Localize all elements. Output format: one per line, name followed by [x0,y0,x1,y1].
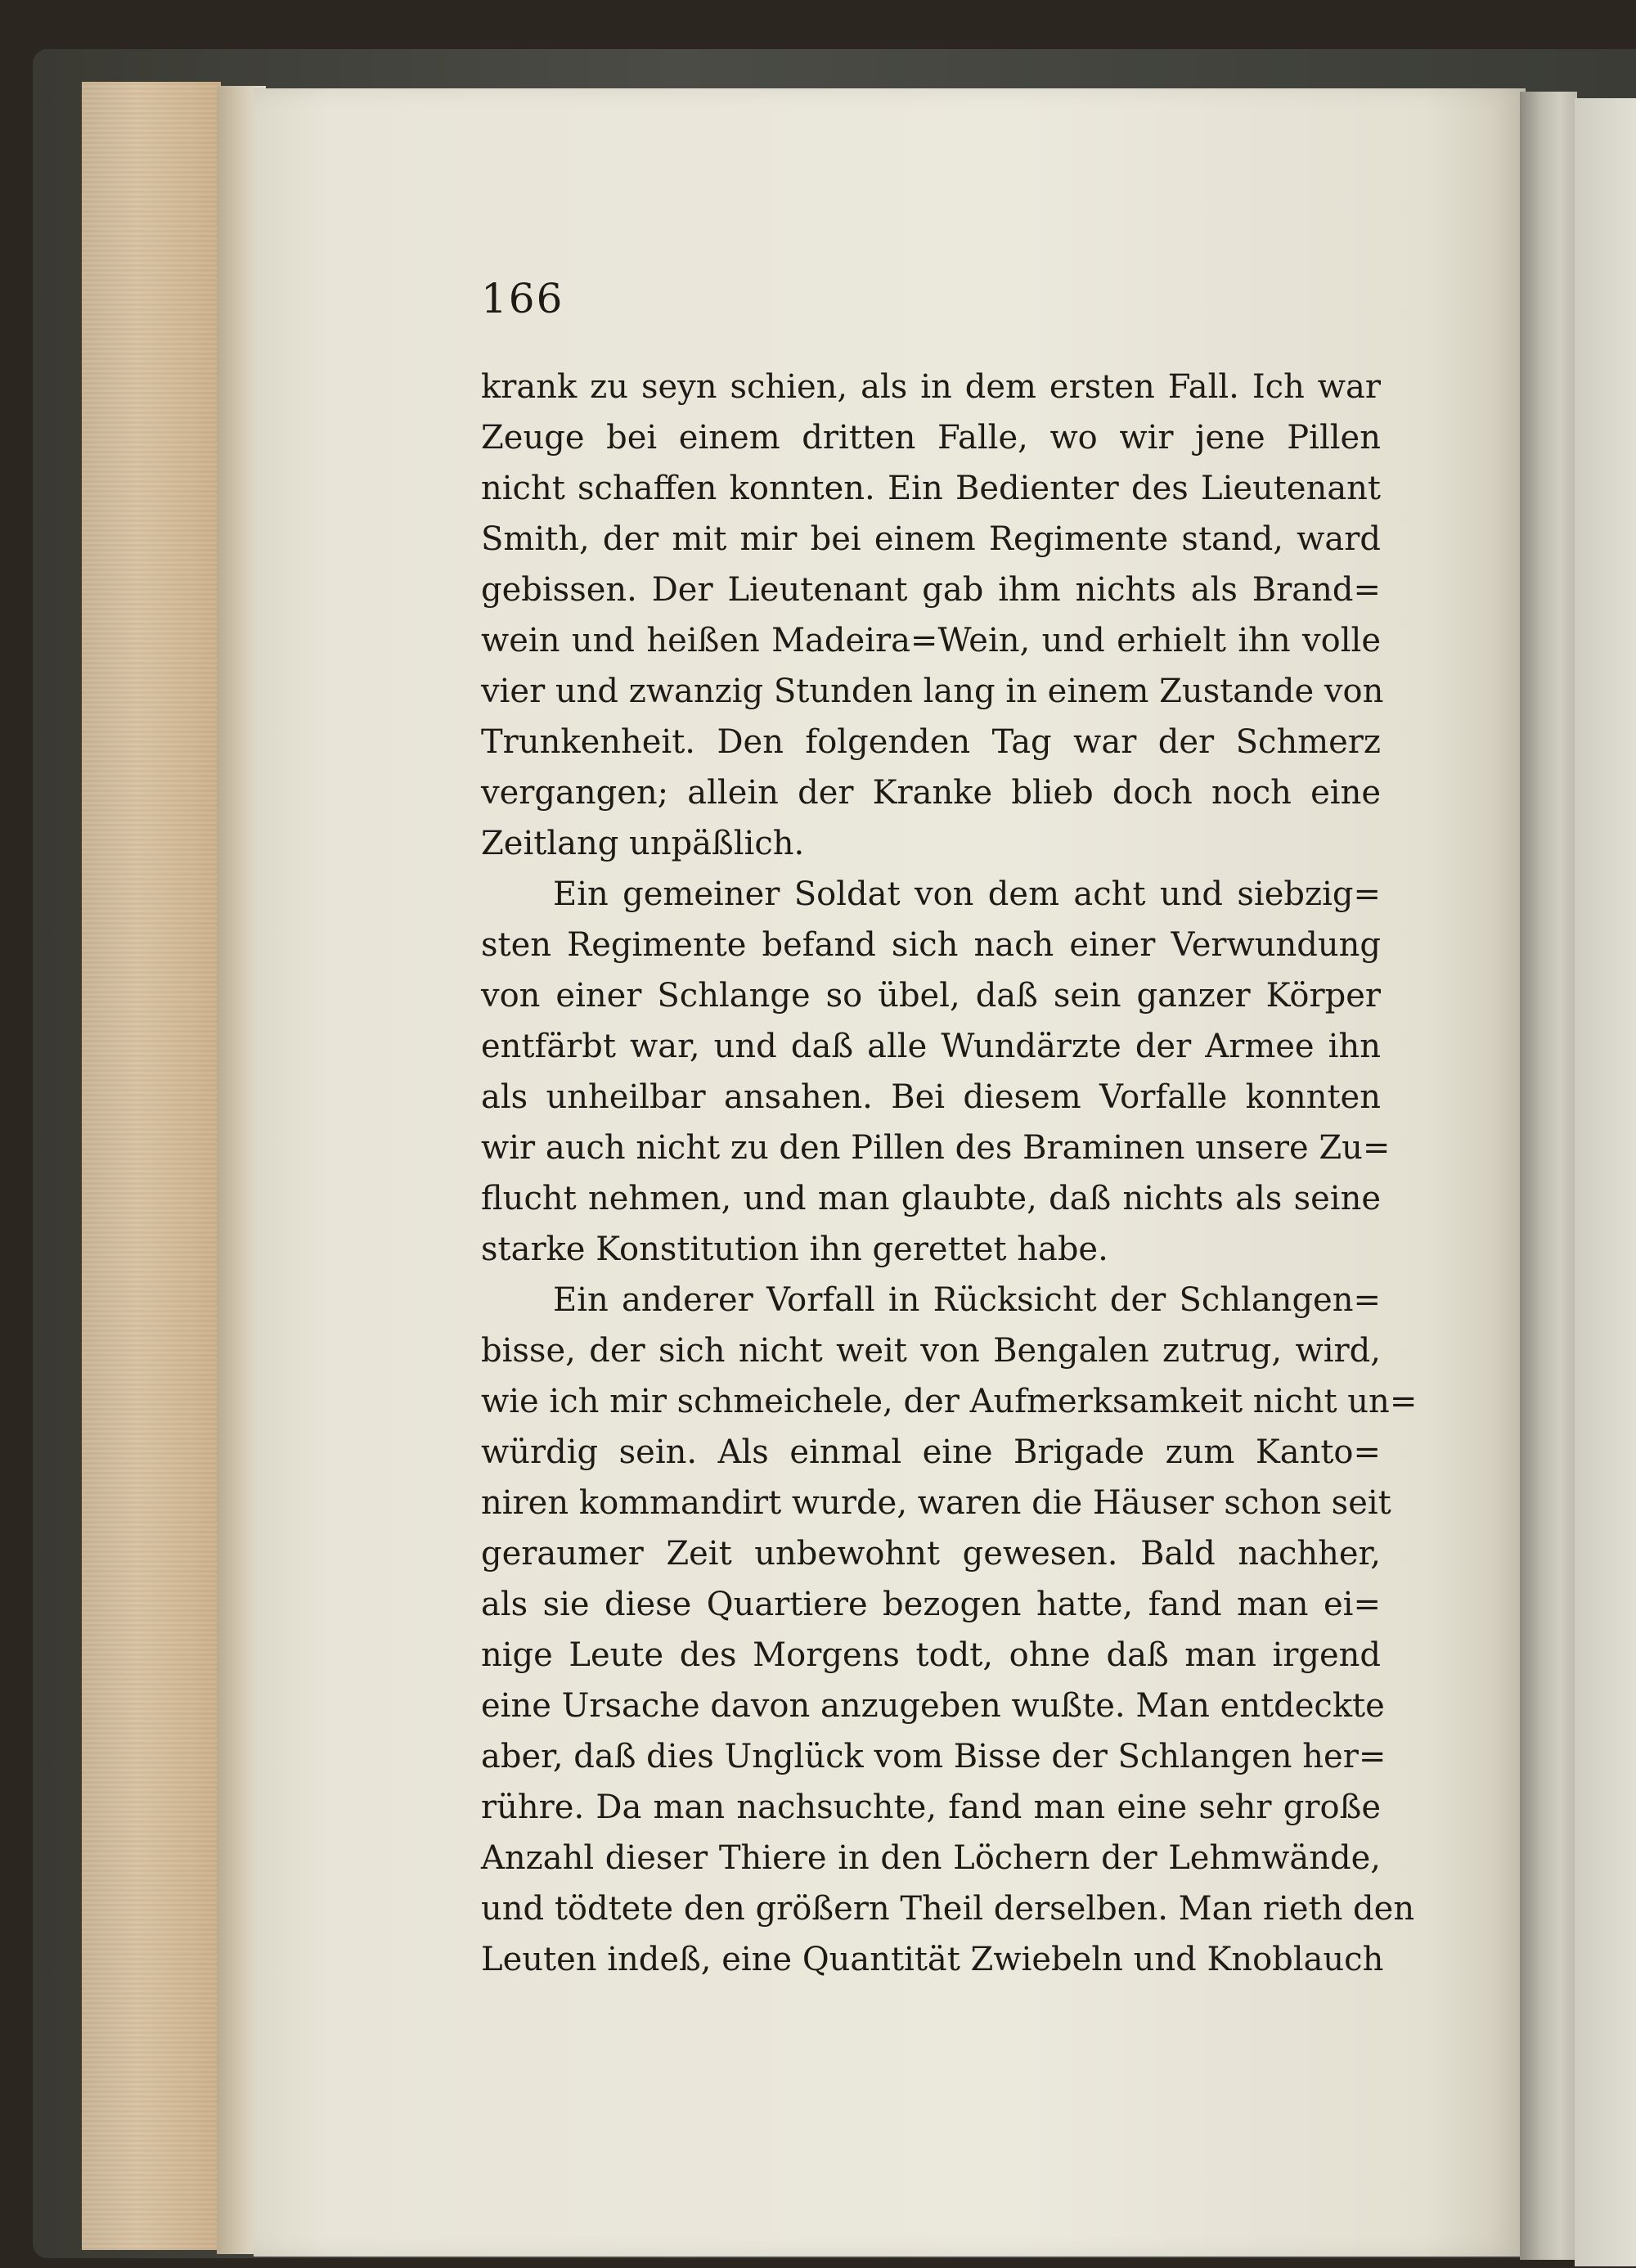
text-line: nige Leute des Morgens todt, ohne daß man irgend [481,1636,1381,1674]
text-line: würdig sein. Als einmal eine Brigade zum Kanto= [481,1433,1381,1471]
text-line: Smith, der mit mir bei einem Regimente stand, ward [481,520,1381,558]
text-line: gebissen. Der Lieutenant gab ihm nichts als Brand= [481,571,1381,609]
text-line: bisse, der sich nicht weit von Bengalen zutrug, wird, [481,1332,1381,1370]
page-number: 166 [481,275,564,322]
text-line: vergangen; allein der Kranke blieb doch noch eine [481,774,1381,812]
text-line: Ein gemeiner Soldat von dem acht und siebzig= [553,875,1381,913]
text-line: als unheilbar ansahen. Bei diesem Vorfalle konnten [481,1078,1381,1116]
facing-page-edge [1575,98,1636,2266]
text-line: krank zu seyn schien, als in dem ersten Fall. Ich war [481,368,1381,406]
text-line: Leuten indeß, eine Quantität Zwiebeln und Knoblauch [481,1941,1384,1978]
text-line: entfärbt war, und daß alle Wundärzte der Armee ihn [481,1028,1381,1065]
text-line: als sie diese Quartiere bezogen hatte, fand man ei= [481,1586,1381,1623]
text-line: nicht schaffen konnten. Ein Bedienter des Lieutenant [481,470,1381,507]
text-line: von einer Schlange so übel, daß sein ganzer Körper [481,977,1381,1015]
text-line: Zeuge bei einem dritten Falle, wo wir jene Pillen [481,419,1381,457]
text-lines [481,362,1418,1985]
text-line: flucht nehmen, und man glaubte, daß nichts als seine [481,1180,1381,1217]
text-line: eine Ursache davon anzugeben wußte. Man entdeckte [481,1687,1385,1725]
text-line: Ein anderer Vorfall in Rücksicht der Schlangen= [553,1281,1381,1319]
text-line: wein und heißen Madeira=Wein, und erhielt ihn volle [481,622,1381,659]
text-line: Anzahl dieser Thiere in den Löchern der Lehmwände, [481,1839,1381,1877]
text-line: sten Regimente befand sich nach einer Verwundung [481,926,1381,964]
text-line: Zeitlang unpäßlich. [481,825,805,862]
page-edges [82,82,221,2250]
text-line: vier und zwanzig Stunden lang in einem Zustande von [481,673,1384,710]
text-line: aber, daß dies Unglück vom Bisse der Schlangen her= [481,1738,1387,1775]
text-line: und tödtete den größern Theil derselben. Man rieth den [481,1890,1415,1928]
text-line: wie ich mir schmeichele, der Aufmerksamkeit nicht un= [481,1383,1418,1420]
text-line: wir auch nicht zu den Pillen des Braminen unsere Zu= [481,1129,1391,1167]
text-line: geraumer Zeit unbewohnt gewesen. Bald nachher, [481,1535,1381,1573]
page-text-block [481,275,1418,1985]
text-line: starke Konstitution ihn gerettet habe. [481,1231,1108,1268]
text-line: Trunkenheit. Den folgenden Tag war der Schmerz [481,723,1381,761]
book-gutter [1520,92,1577,2260]
text-line: rühre. Da man nachsuchte, fand man eine sehr große [481,1789,1381,1826]
text-line: niren kommandirt wurde, waren die Häuser schon seit [481,1484,1391,1522]
